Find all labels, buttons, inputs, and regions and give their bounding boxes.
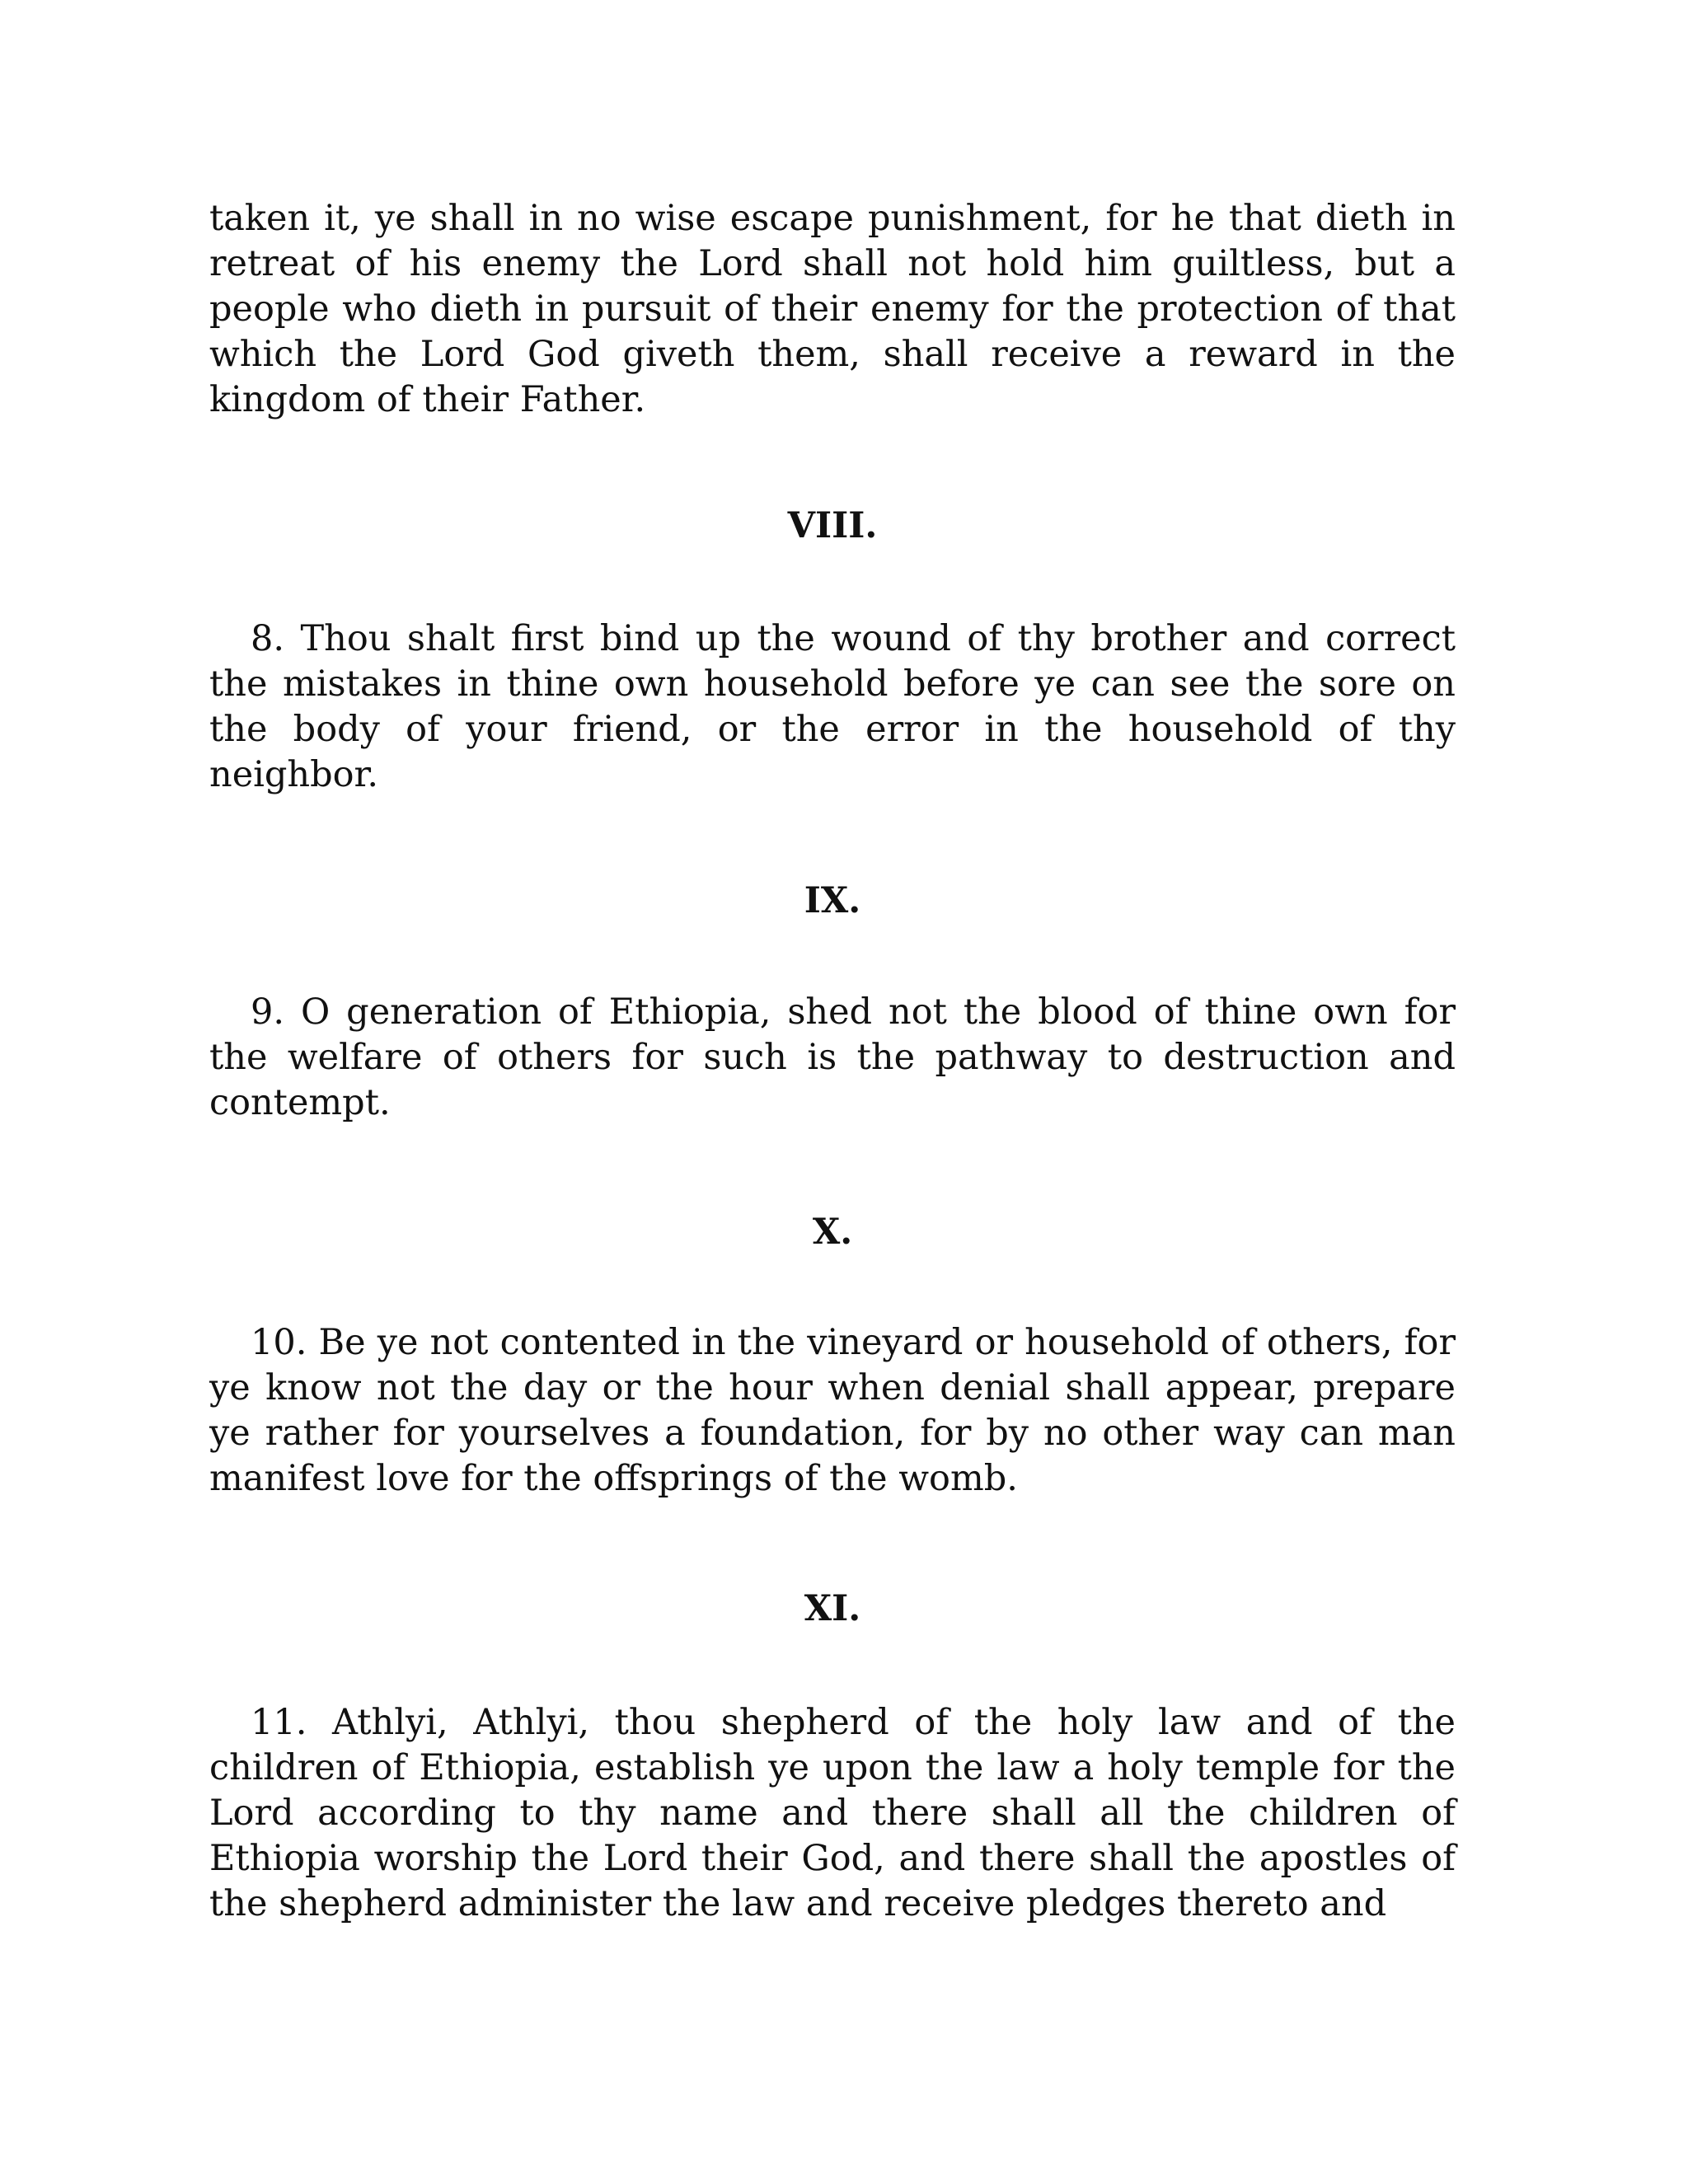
verse-paragraph-10: 10. Be ye not contented in the vineyard or household of others, for ye know not the day or the hour when denial shall appear, prepare ye rather for yourselves a foundation, for by no other way can man manifest love for the offsprings of the womb. [209,1322,1456,1499]
verse-paragraph-8: 8. Thou shalt first bind up the wound of thy brother and correct the mistakes in thine own household before ye can see the sore on the body of your friend, or the error in the household of thy neighbor. [209,618,1456,795]
continuation-paragraph: taken it, ye shall in no wise escape punishment, for he that dieth in retreat of his enemy the Lord shall not hold him guiltless, but a people who dieth in pursuit of their enemy for the protection of that which the Lord God giveth them, shall receive a reward in the kingdom of their Father. [209,198,1456,420]
verse-paragraph-11: 11. Athlyi, Athlyi, thou shepherd of the holy law and of the children of Ethiopia, establish ye upon the law a holy temple for the Lord according to thy name and there shall all the children of Ethiopia worship the Lord their God, and there shall the apostles of the shepherd administer the law and receive pledges thereto and [209,1702,1456,1924]
section-heading-xi: XI. [804,1588,861,1629]
section-heading-viii: VIII. [787,505,878,546]
verse-paragraph-9: 9. O generation of Ethiopia, shed not the blood of thine own for the welfare of others for such is the pathway to destruction and contempt. [209,991,1456,1123]
section-heading-x: X. [812,1212,853,1253]
section-heading-ix: IX. [804,880,861,921]
